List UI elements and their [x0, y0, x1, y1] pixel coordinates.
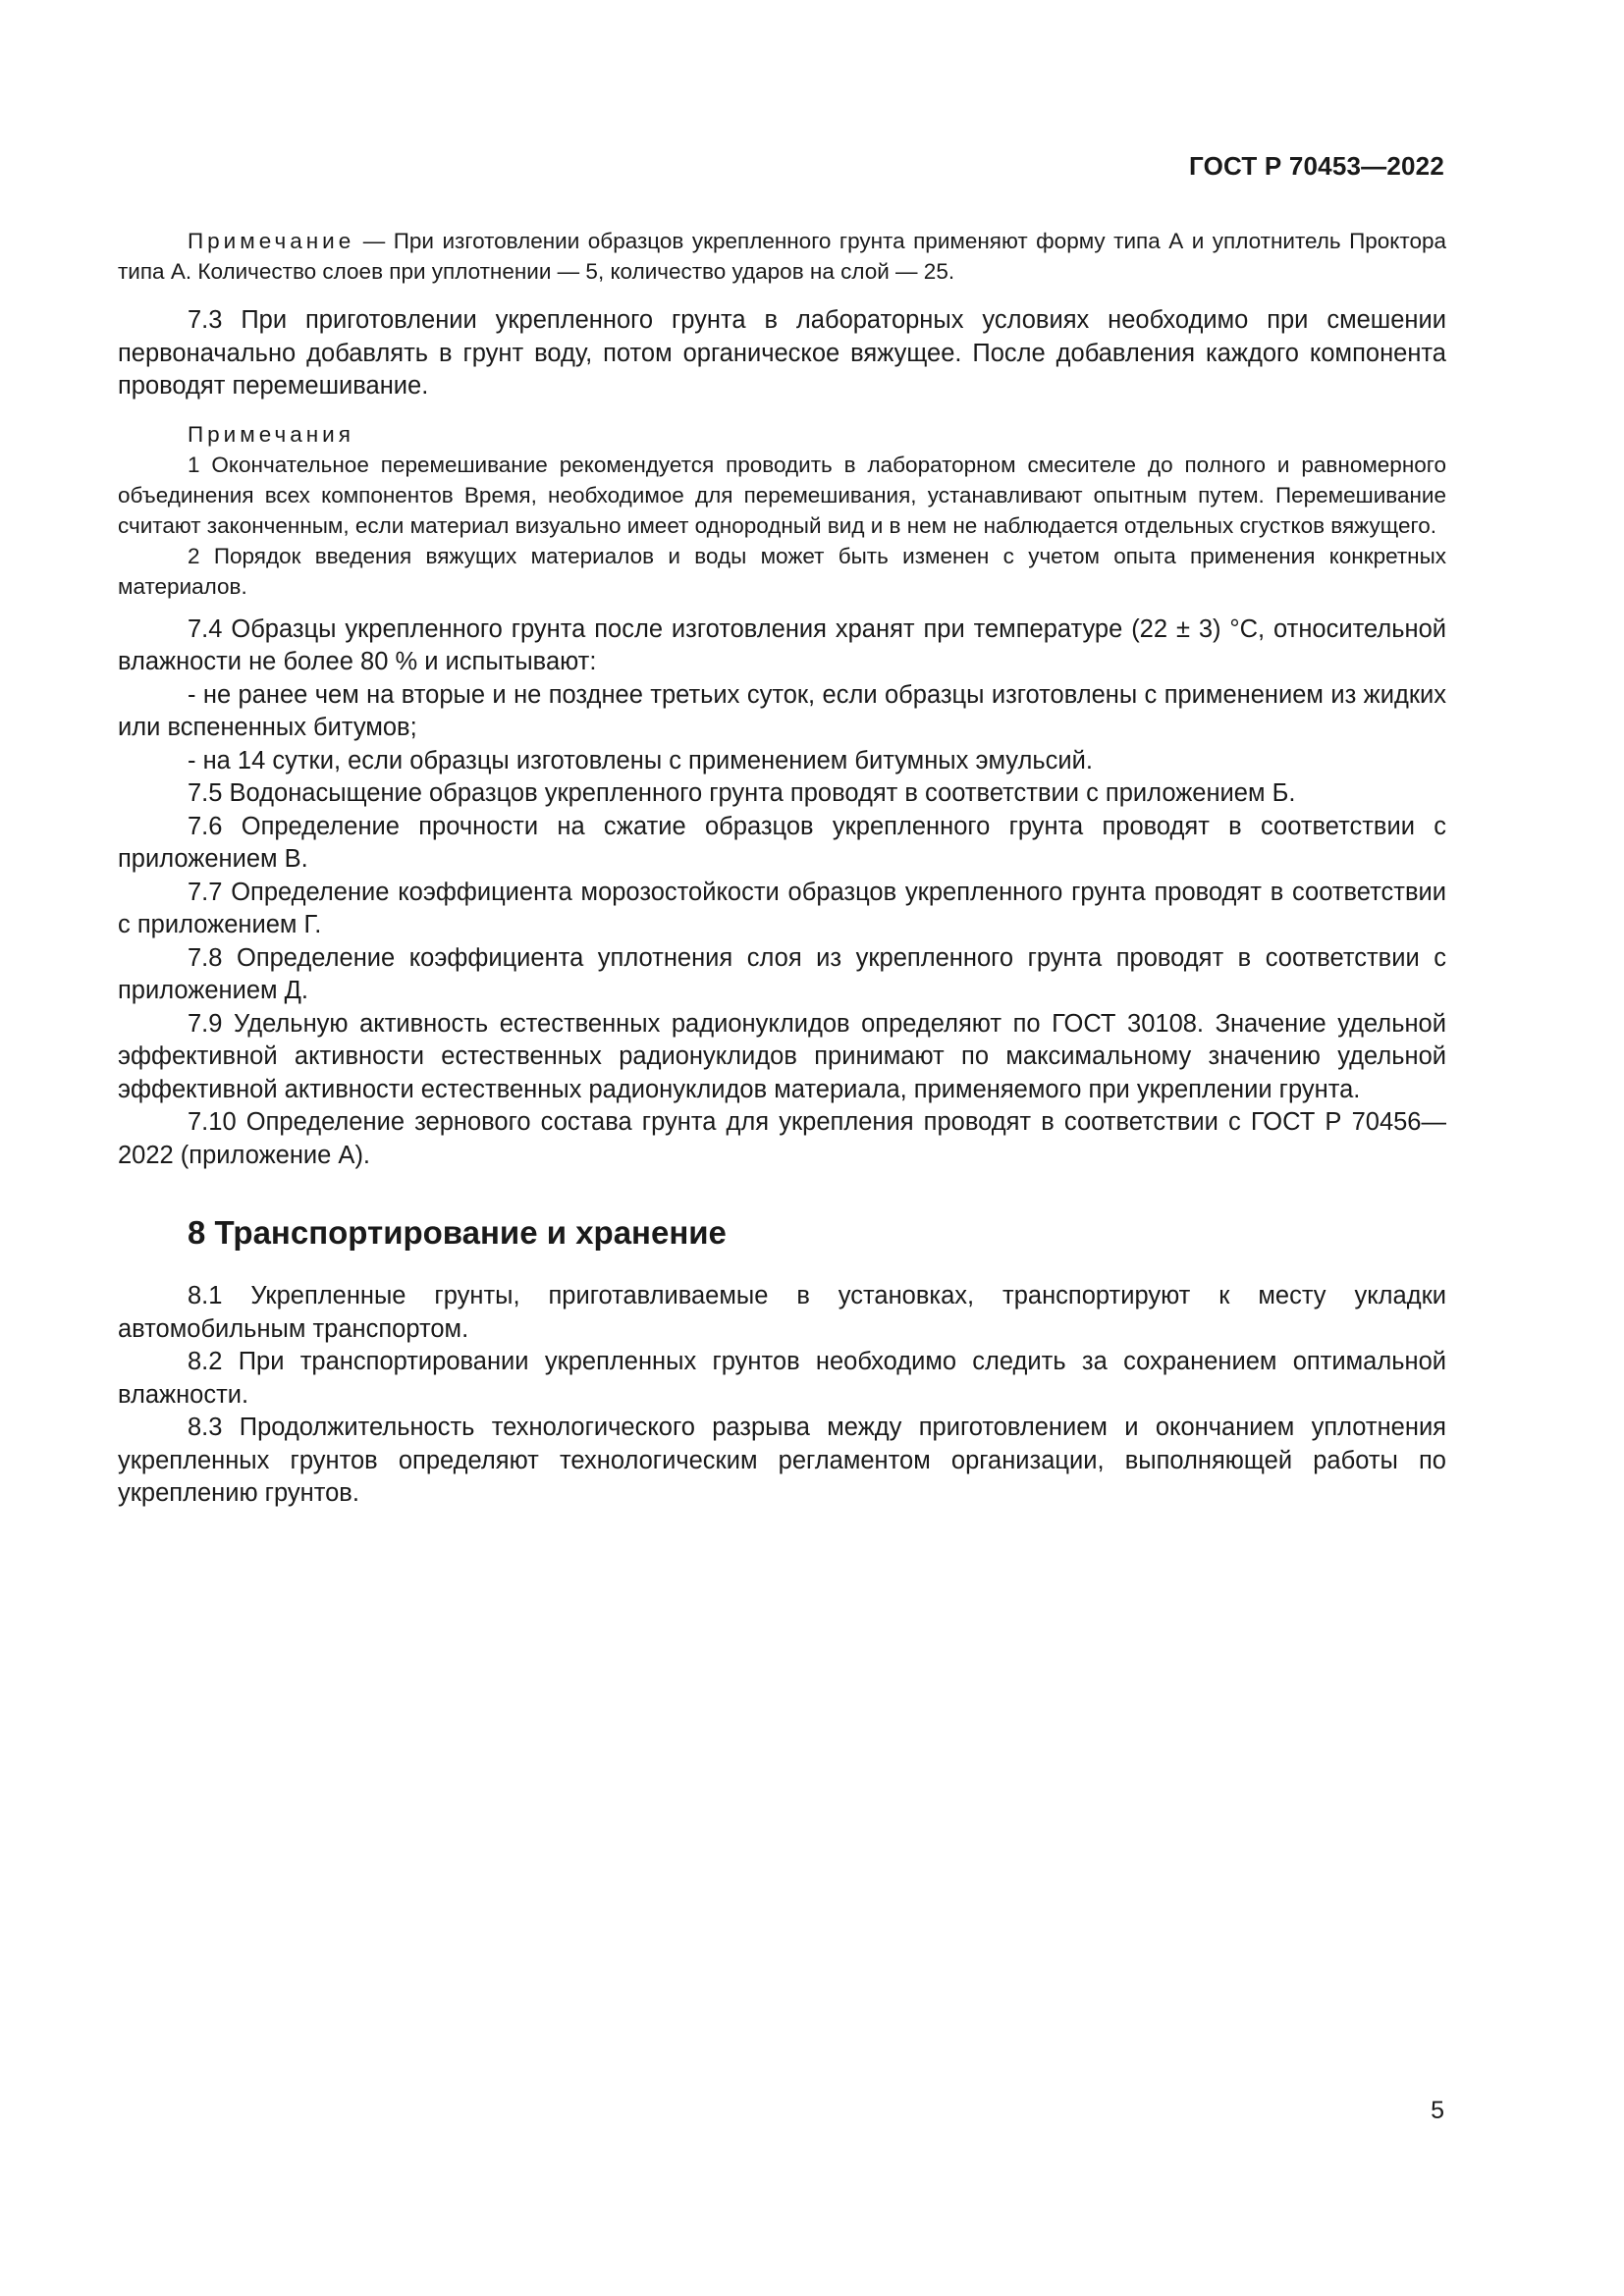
page-content	[118, 226, 1446, 1511]
clause-7-4: 7.4 Образцы укрепленного грунта после изготовления хранят при температуре (22 ± 3) °C, относительной влажности не более 80 % и испытывают:	[118, 614, 1446, 675]
section-8-title: 8 Транспортирование и хранение	[188, 1214, 727, 1251]
clause-7-4-item-b: - на 14 сутки, если образцы изготовлены с применением битумных эмульсий.	[188, 746, 1093, 774]
clause-7-6: 7.6 Определение прочности на сжатие образцов укрепленного грунта проводят в соответствии с приложением В.	[118, 812, 1446, 873]
clause-7-8: 7.8 Определение коэффициента уплотнения слоя из укрепленного грунта проводят в соответствии с приложением Д.	[118, 943, 1446, 1004]
page-number: 5	[1431, 2097, 1444, 2124]
clause-7-4-item-a: - не ранее чем на вторые и не позднее третьих суток, если образцы изготовлены с применением из жидких или вспененных битумов;	[118, 680, 1446, 741]
clause-8-2: 8.2 При транспортировании укрепленных грунтов необходимо следить за сохранением оптимальной влажности.	[118, 1348, 1446, 1409]
notes-heading: Примечания	[188, 421, 354, 447]
clause-7-5: 7.5 Водонасыщение образцов укрепленного грунта проводят в соответствии с приложением Б.	[188, 779, 1296, 807]
note-label: Примечание	[188, 229, 355, 253]
clause-8-1: 8.1 Укрепленные грунты, приготавливаемые в установках, транспортируют к месту укладки автомобильным транспортом.	[118, 1282, 1446, 1343]
document-code: ГОСТ Р 70453—2022	[1189, 151, 1444, 181]
clause-7-7: 7.7 Определение коэффициента морозостойкости образцов укрепленного грунта проводят в соответствии с приложением Г.	[118, 878, 1446, 938]
clause-7-10: 7.10 Определение зернового состава грунта для укрепления проводят в соответствии с ГОСТ Р 70456—2022 (приложение А).	[118, 1108, 1446, 1169]
clause-8-3: 8.3 Продолжительность технологического разрыва между приготовлением и окончанием уплотнения укрепленных грунтов определяют технологическим регламентом организации, выполняющей работы по укреплению грунтов.	[118, 1414, 1446, 1507]
clause-7-3: 7.3 При приготовлении укрепленного грунта в лабораторных условиях необходимо при смешении первоначально добавлять в грунт воду, потом органическое вяжущее. После добавления каждого компонента проводят перемешивание.	[118, 306, 1446, 400]
clause-7-9: 7.9 Удельную активность естественных радионуклидов определяют по ГОСТ 30108. Значение удельной эффективной активности естественных радионуклидов принимают по максимальному значению удельной эффективной активности естественных радионуклидов материала, применяемого при укреплении грунта.	[118, 1009, 1446, 1103]
note-text: — При изготовлении образцов укрепленного грунта применяют форму типа А и уплотнитель Проктора типа А. Количество слоев при уплотнении — 5, количество ударов на слой — 25.	[118, 229, 1446, 284]
note-item-2: 2 Порядок введения вяжущих материалов и воды может быть изменен с учетом опыта применения конкретных материалов.	[118, 543, 1446, 599]
note-proctor-form	[118, 226, 1446, 287]
note-item-1: 1 Окончательное перемешивание рекомендуется проводить в лабораторном смесителе до полного и равномерного объединения всех компонентов Время, необходимое для перемешивания, устанавливают опытным путем. Перемешивание считают законченным, если материал визуально имеет однородный вид и в нем не наблюдается отдельных сгустков вяжущего.	[118, 452, 1446, 538]
